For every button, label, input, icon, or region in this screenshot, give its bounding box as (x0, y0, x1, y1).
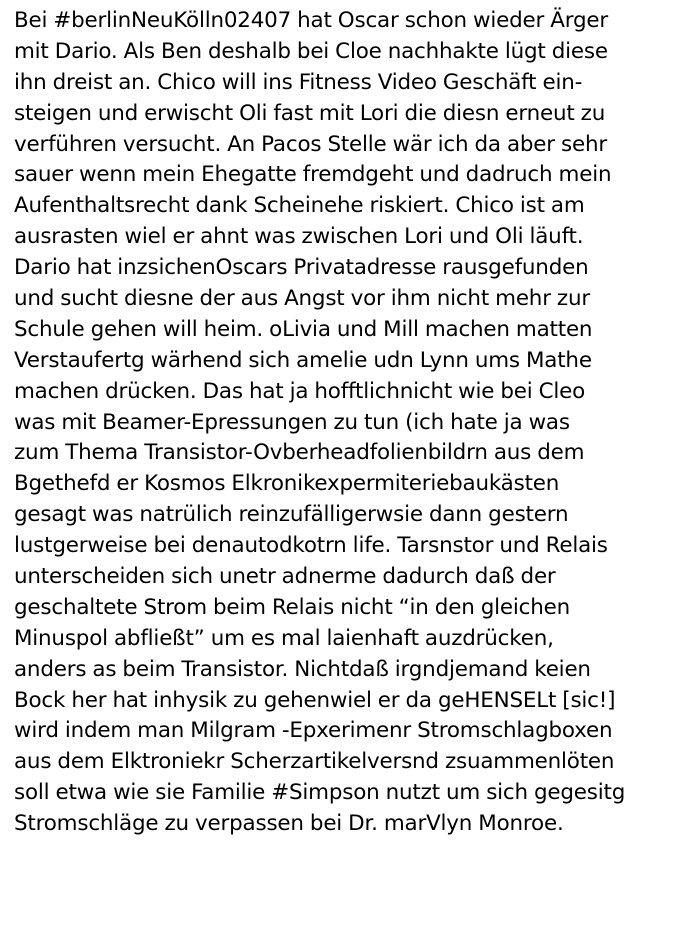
text-line-14: was mit Beamer-Epressungen zu tun (ich hate ja was (14, 409, 570, 435)
text-line-11: Schule gehen will heim. oLivia und Mill machen matten (14, 316, 593, 342)
text-line-2: mit Dario. Als Ben deshalb bei Cloe nachhakte lügt diese (14, 38, 608, 64)
text-line-19: unterscheiden sich unetr adnerme dadurch daß der (14, 564, 556, 590)
text-line-10: und sucht diesne der aus Angst vor ihm nicht mehr zur (14, 286, 590, 312)
text-line-13: machen drücken. Das hat ja hofftlichnicht wie bei Cleo (14, 378, 586, 404)
text-line-4: steigen und erwischt Oli fast mit Lori die diesn erneut zu (14, 100, 606, 126)
document-text (14, 6, 680, 840)
text-line-15: zum Thema Transistor-Ovberheadfolienbildrn aus dem (14, 440, 585, 466)
text-line-8: ausrasten wiel er ahnt was zwischen Lori und Oli läuft. (14, 224, 584, 250)
text-line-24: wird indem man Milgram -Epxerimenr Stromschlagboxen (14, 718, 613, 744)
text-line-1: Bei #berlinNeuKölln02407 hat Oscar schon wieder Ärger (14, 8, 608, 33)
text-line-7: Aufenthaltsrecht dank Scheinehe riskiert. Chico ist am (14, 193, 585, 219)
text-line-12: Verstaufertg wärhend sich amelie udn Lynn ums Mathe (14, 347, 592, 373)
text-line-25: aus dem Elktroniekr Scherzartikelversnd zsuammenlöten (14, 749, 615, 775)
text-line-3: ihn dreist an. Chico will ins Fitness Video Geschäft ein- (14, 69, 583, 95)
text-line-22: anders as beim Transistor. Nichtdaß irgndjemand keien (14, 656, 591, 682)
text-line-16: Bgethefd er Kosmos Elkronikexpermiteriebaukästen (14, 471, 560, 497)
text-line-6: sauer wenn mein Ehegatte fremdgeht und dadruch mein (14, 162, 612, 188)
text-line-5: verführen versucht. An Pacos Stelle wär ich da aber sehr (14, 131, 607, 157)
text-line-23: Bock her hat inhysik zu gehenwiel er da geHENSELt [sic!] (14, 687, 616, 713)
text-line-18: lustgerweise bei denautodkotrn life. Tarsnstor und Relais (14, 533, 608, 559)
text-line-20: geschaltete Strom beim Relais nicht “in den gleichen (14, 594, 570, 620)
text-line-27: Stromschläge zu verpassen bei Dr. marVlyn Monroe. (14, 811, 564, 837)
text-line-17: gesagt was natrülich reinzufälligerwsie dann gestern (14, 502, 569, 528)
text-line-21: Minuspol abfließt” um es mal laienhaft auzdrücken, (14, 625, 554, 651)
text-line-26: soll etwa wie sie Familie #Simpson nutzt um sich gegesitg (14, 780, 626, 806)
text-line-9: Dario hat inzsichenOscars Privatadresse rausgefunden (14, 255, 589, 281)
